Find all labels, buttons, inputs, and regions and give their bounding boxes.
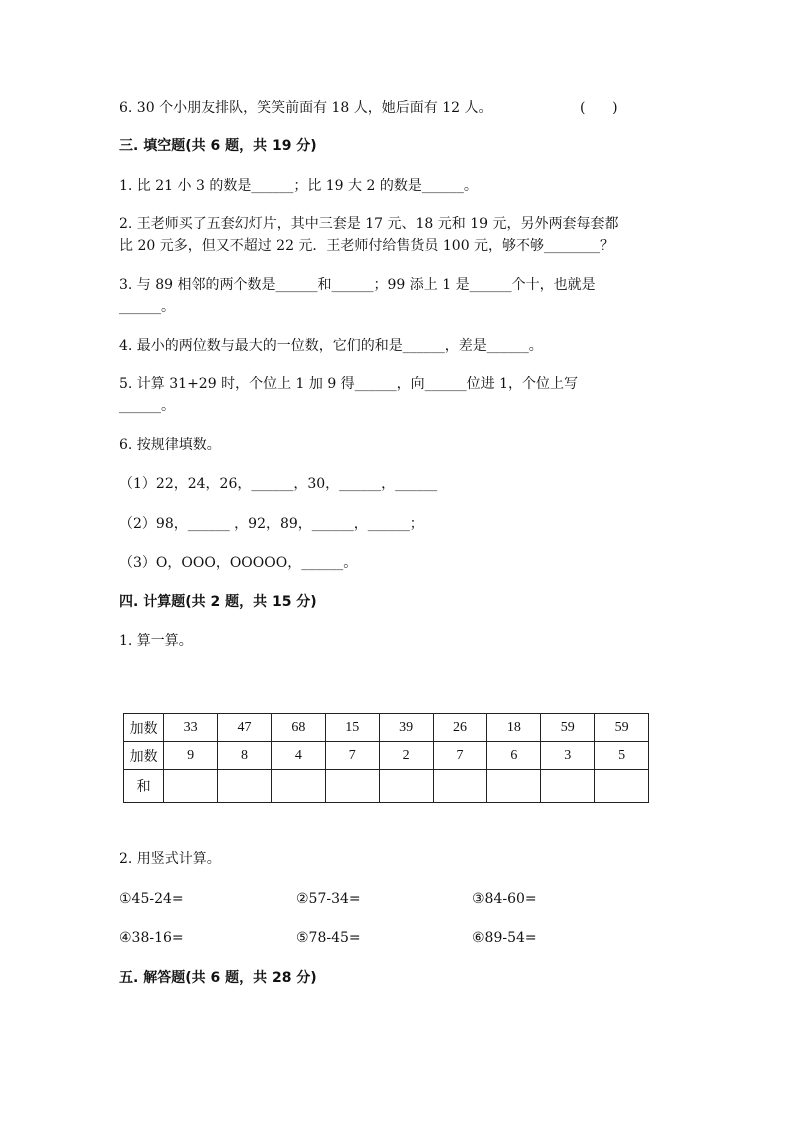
fill-question-5-line-1: 5. 计算 31+29 时，个位上 1 加 9 得______，向______位进 1，个位上写 xyxy=(119,376,579,392)
answer-cell[interactable] xyxy=(379,770,433,803)
table-cell: 39 xyxy=(379,714,433,742)
fill-question-2-line-1: 2. 王老师买了五套幻灯片，其中三套是 17 元、18 元和 19 元，另外两套每套都 xyxy=(119,216,619,232)
table-cell: 9 xyxy=(164,742,218,770)
table-cell: 6 xyxy=(487,742,541,770)
vertical-calc-5: ⑤78-45= xyxy=(296,930,361,946)
answer-cell[interactable] xyxy=(164,770,218,803)
fill-question-3-line-1: 3. 与 89 相邻的两个数是______和______；99 添上 1 是______个十，也就是 xyxy=(119,277,596,293)
addend-row-1 xyxy=(124,714,649,742)
row-label: 加数 xyxy=(124,714,164,742)
answer-cell[interactable] xyxy=(271,770,325,803)
section-3-heading: 三. 填空题(共 6 题，共 19 分) xyxy=(119,138,317,154)
fill-question-6-part-1: （1）22，24，26，______，30，______，______ xyxy=(119,476,438,492)
calc-question-1: 1. 算一算。 xyxy=(119,633,193,649)
table-cell: 3 xyxy=(541,742,595,770)
fill-question-6: 6. 按规律填数。 xyxy=(119,437,221,453)
table-cell: 5 xyxy=(595,742,649,770)
fill-question-3-line-2: ______。 xyxy=(119,299,175,315)
table-cell: 4 xyxy=(271,742,325,770)
table-cell: 33 xyxy=(164,714,218,742)
fill-question-6-part-3: （3）O，OOO，OOOOO，______。 xyxy=(119,555,358,571)
table-cell: 68 xyxy=(271,714,325,742)
answer-cell[interactable] xyxy=(595,770,649,803)
answer-cell[interactable] xyxy=(487,770,541,803)
answer-cell[interactable] xyxy=(541,770,595,803)
table-cell: 59 xyxy=(541,714,595,742)
addend-row-2 xyxy=(124,742,649,770)
fill-question-5-line-2: ______。 xyxy=(119,398,175,414)
table-cell: 7 xyxy=(325,742,379,770)
table-cell: 18 xyxy=(487,714,541,742)
table-cell: 59 xyxy=(595,714,649,742)
table-cell: 7 xyxy=(433,742,487,770)
vertical-calc-3: ③84-60= xyxy=(472,891,537,907)
answer-parentheses: ( ) xyxy=(580,100,618,116)
calc-question-2: 2. 用竖式计算。 xyxy=(119,851,221,867)
fill-question-1: 1. 比 21 小 3 的数是______；比 19 大 2 的数是______。 xyxy=(119,178,478,194)
fill-question-4: 4. 最小的两位数与最大的一位数，它们的和是______，差是______。 xyxy=(119,338,543,354)
row-label: 加数 xyxy=(124,742,164,770)
answer-cell[interactable] xyxy=(218,770,272,803)
addition-table xyxy=(123,713,649,803)
table-cell: 8 xyxy=(218,742,272,770)
question-6-judge: 6. 30 个小朋友排队，笑笑前面有 18 人，她后面有 12 人。 xyxy=(119,100,493,116)
table-cell: 2 xyxy=(379,742,433,770)
table-cell: 47 xyxy=(218,714,272,742)
vertical-calc-4: ④38-16= xyxy=(119,930,184,946)
vertical-calc-1: ①45-24= xyxy=(119,891,184,907)
vertical-calc-6: ⑥89-54= xyxy=(472,930,537,946)
answer-cell[interactable] xyxy=(325,770,379,803)
fill-question-6-part-2: （2）98，______ ，92，89，______，______； xyxy=(119,516,424,532)
section-5-heading: 五. 解答题(共 6 题，共 28 分) xyxy=(119,970,317,986)
fill-question-2-line-2: 比 20 元多，但又不超过 22 元．王老师付给售货员 100 元，够不够________？ xyxy=(119,238,615,254)
sum-row xyxy=(124,770,649,803)
table-cell: 15 xyxy=(325,714,379,742)
answer-cell[interactable] xyxy=(433,770,487,803)
section-4-heading: 四. 计算题(共 2 题，共 15 分) xyxy=(119,594,317,610)
row-label: 和 xyxy=(124,770,164,803)
table-cell: 26 xyxy=(433,714,487,742)
vertical-calc-2: ②57-34= xyxy=(296,891,361,907)
